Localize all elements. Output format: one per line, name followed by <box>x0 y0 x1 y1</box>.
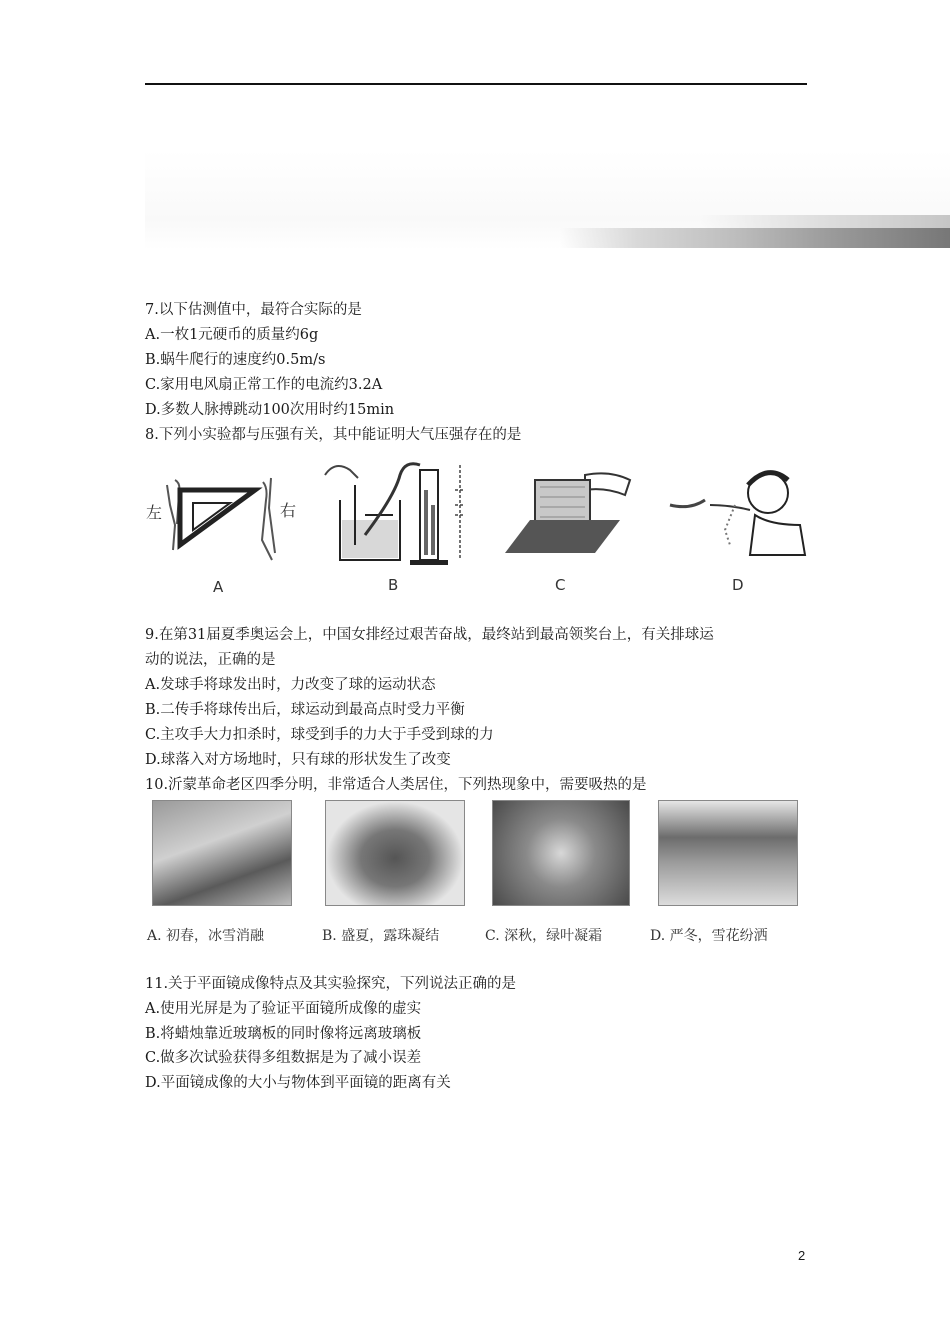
scan-gradient-strip <box>560 228 950 248</box>
q10-photo-c-frost-leaf <box>492 800 630 906</box>
scan-gradient-strip-upper <box>700 215 950 229</box>
q7-option-b: B.蜗牛爬行的速度约0.5m/s <box>145 352 326 368</box>
page-number: 2 <box>798 1248 806 1263</box>
q11-option-d: D.平面镜成像的大小与物体到平面镜的距离有关 <box>145 1075 451 1091</box>
q8-fig-a-left-label: 左 <box>146 503 163 522</box>
q7-option-d: D.多数人脉搏跳动100次用时约15min <box>145 402 395 418</box>
q8-fig-d-boy-blowing <box>660 465 810 560</box>
q8-fig-c-cup-paper <box>500 465 640 560</box>
q7-option-c: C.家用电风扇正常工作的电流约3.2A <box>145 377 383 393</box>
q10-caption-b: B. 盛夏，露珠凝结 <box>322 928 440 944</box>
q9-stem-line1: 9.在第31届夏季奥运会上，中国女排经过艰苦奋战，最终站到最高领奖台上，有关排球运 <box>145 627 714 643</box>
q11-stem: 11.关于平面镜成像特点及其实验探究，下列说法正确的是 <box>145 976 517 992</box>
q9-option-d: D.球落入对方场地时，只有球的形状发生了改变 <box>145 752 451 768</box>
q10-caption-c: C. 深秋，绿叶凝霜 <box>485 928 603 944</box>
q8-fig-b-label: B <box>388 576 399 594</box>
q9-option-a: A.发球手将球发出时，力改变了球的运动状态 <box>145 677 436 693</box>
q11-option-b: B.将蜡烛靠近玻璃板的同时像将远离玻璃板 <box>145 1026 422 1042</box>
q7-stem: 7.以下估测值中，最符合实际的是 <box>145 302 362 318</box>
q11-option-a: A.使用光屏是为了验证平面镜所成像的虚实 <box>145 1001 422 1017</box>
q8-fig-b-manometer <box>315 455 485 570</box>
q11-option-c: C.做多次试验获得多组数据是为了减小误差 <box>145 1050 422 1066</box>
q10-photo-b-dew-leaf <box>325 800 465 906</box>
q8-fig-a-right-label: 右 <box>280 501 297 520</box>
q10-caption-d: D. 严冬，雪花纷洒 <box>650 928 768 944</box>
q8-fig-d-label: D <box>732 576 744 594</box>
q10-stem: 10.沂蒙革命老区四季分明，非常适合人类居住，下列热现象中，需要吸热的是 <box>145 777 647 793</box>
q10-caption-a: A. 初春，冰雪消融 <box>147 928 265 944</box>
q10-photo-a-melting-snow <box>152 800 292 906</box>
q8-fig-a-label: A <box>213 578 224 596</box>
q8-stem: 8.下列小实验都与压强有关，其中能证明大气压强存在的是 <box>145 427 522 443</box>
header-rule <box>145 83 807 85</box>
q9-option-b: B.二传手将球传出后，球运动到最高点时受力平衡 <box>145 702 465 718</box>
q8-fig-c-label: C <box>555 576 566 594</box>
q9-option-c: C.主攻手大力扣杀时，球受到手的力大于手受到球的力 <box>145 727 494 743</box>
q9-stem-line2: 动的说法，正确的是 <box>145 652 276 668</box>
q10-photo-d-snowfall <box>658 800 798 906</box>
q7-option-a: A.一枚1元硬币的质量约6g <box>145 327 319 343</box>
